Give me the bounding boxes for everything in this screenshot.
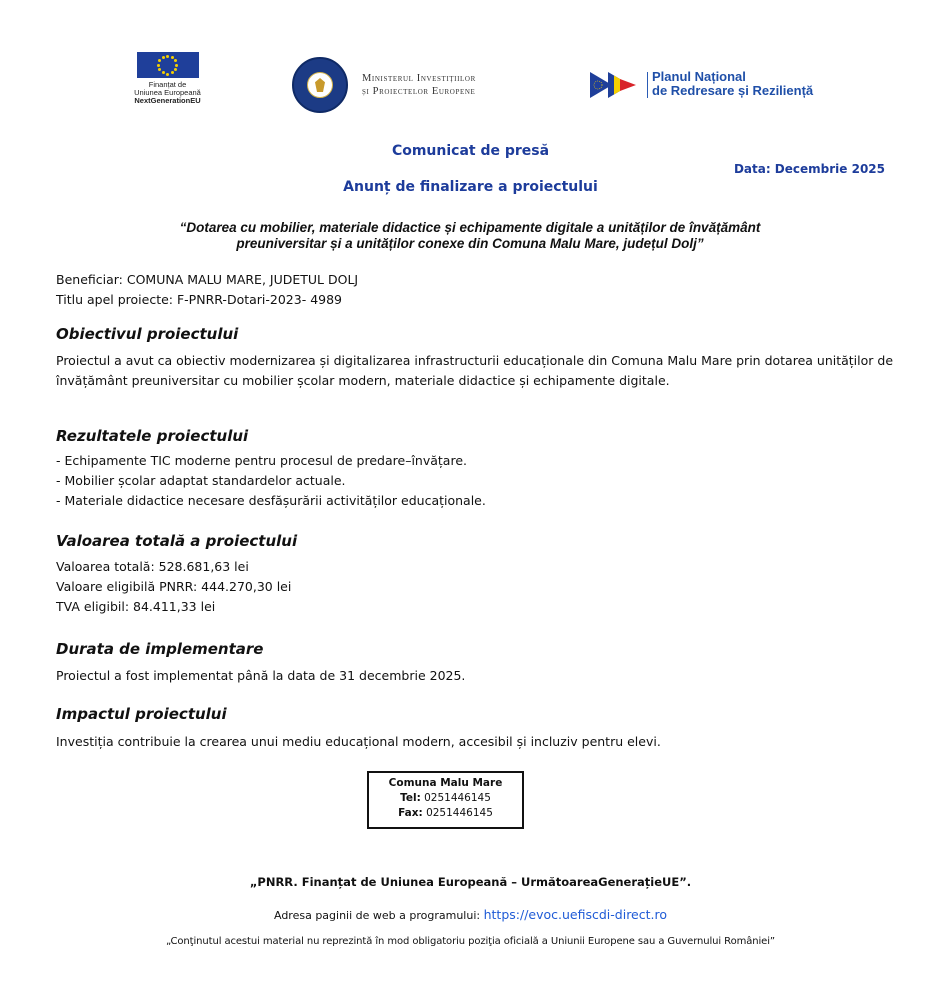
eu-caption-line3: NextGenerationEU — [134, 96, 201, 105]
contact-name: Comuna Malu Mare — [388, 777, 503, 789]
contact-tel: Tel: 0251446145 — [400, 792, 491, 804]
star-icon — [174, 59, 177, 62]
pnrr-arrows-icon — [590, 72, 640, 98]
contact-fax: Fax: 0251446145 — [398, 807, 493, 819]
impact-heading: Impactul proiectului — [56, 705, 227, 723]
footer-slogan: „PNRR. Finanțat de Uniunea Europeană – UrmătoareaGenerațieUE”. — [249, 875, 692, 889]
call-title: Titlu apel proiecte: F-PNRR-Dotari-2023- 4989 — [56, 292, 343, 307]
vat-value: TVA eligibil: 84.411,33 lei — [56, 599, 216, 614]
contact-box — [367, 771, 524, 829]
list-item: - Materiale didactice necesare desfășurării activităților educaționale. — [56, 493, 486, 508]
star-icon — [158, 68, 161, 71]
divider — [647, 72, 648, 98]
press-release-title: Comunicat de presă — [391, 143, 550, 159]
star-icon — [158, 59, 161, 62]
eu-flag-icon — [137, 52, 199, 78]
program-web-link[interactable]: https://evoc.uefiscdi-direct.ro — [483, 907, 668, 922]
results-heading: Rezultatele proiectului — [56, 427, 249, 445]
pnrr-line1: Planul Național — [652, 69, 746, 84]
objective-text: Proiectul a avut ca obiectiv modernizarea și digitalizarea infrastructurii educaționale din Comuna Malu Mare prin dotarea unităților de învățământ preuniversitar cu mobilier școlar modern, materiale didactice și echipamente digitale. — [56, 353, 894, 388]
star-icon — [166, 73, 169, 76]
footer-disclaimer: „Conţinutul acestui material nu reprezintă în mod obligatoriu poziţia oficială a Uniunii Europene sau a Guvernului României” — [165, 936, 775, 947]
pnrr-line2: de Redresare și Reziliență — [652, 83, 814, 98]
list-item: - Echipamente TIC moderne pentru procesul de predare–învățare. — [56, 453, 467, 468]
announcement-title: Anunț de finalizare a proiectului — [343, 179, 598, 195]
objective-heading: Obiectivul proiectului — [56, 325, 239, 343]
star-icon — [166, 55, 169, 58]
guvernul-romaniei-emblem-icon — [292, 57, 348, 113]
project-details — [56, 270, 358, 310]
star-icon — [171, 71, 174, 74]
eagle-icon — [315, 78, 325, 92]
beneficiary: Beneficiar: COMUNA MALU MARE, JUDETUL DOLJ — [56, 272, 359, 287]
eu-caption-line1: Finanțat de — [148, 80, 187, 89]
duration-heading: Durata de implementare — [56, 640, 264, 658]
star-icon — [175, 64, 178, 67]
web-label: Adresa paginii de web a programului: — [273, 909, 484, 922]
results-list — [56, 451, 486, 511]
star-icon — [174, 68, 177, 71]
value-heading: Valoarea totală a proiectului — [56, 532, 298, 550]
press-release-date: Data: Decembrie 2025 — [733, 162, 885, 176]
total-value: Valoarea totală: 528.681,63 lei — [56, 559, 249, 574]
eu-funding-logo — [115, 52, 220, 105]
impact-text: Investiția contribuie la crearea unui mediu educațional modern, accesibil și incluziv pentru elevi. — [56, 734, 661, 749]
ministry-name: Ministerul Investițiilor și Proiectelor Europene — [362, 73, 476, 97]
star-icon — [171, 56, 174, 59]
project-title: “Dotarea cu mobilier, materiale didactice și echipamente digitale a unităților de învățământ preuniversitar și a unităților conexe din Comuna Malu Mare, județul Dolj” — [179, 220, 761, 251]
eligible-value: Valoare eligibilă PNRR: 444.270,30 lei — [56, 579, 292, 594]
list-item: - Mobilier școlar adaptat standardelor actuale. — [56, 473, 346, 488]
duration-text: Proiectul a fost implementat până la data de 31 decembrie 2025. — [56, 668, 466, 683]
value-list — [56, 557, 291, 617]
star-icon — [162, 71, 165, 74]
star-icon — [157, 64, 160, 67]
eu-caption-line2: Uniunea Europeană — [134, 88, 201, 97]
footer-web — [0, 907, 941, 922]
star-icon — [162, 56, 165, 59]
